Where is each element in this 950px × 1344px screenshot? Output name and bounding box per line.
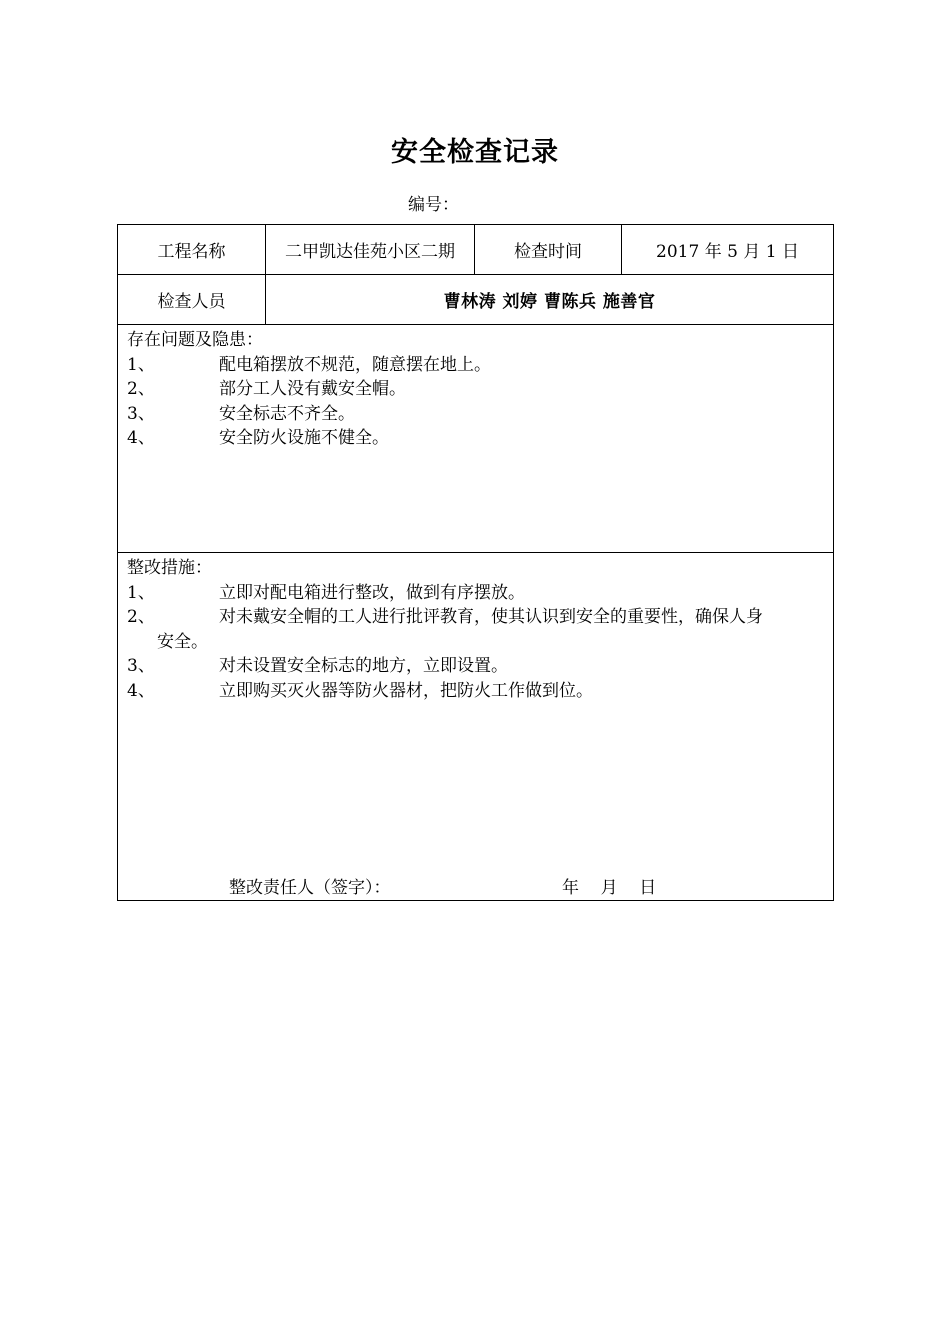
record-number-label: 编号：	[408, 195, 459, 215]
document-title: 安全检查记录	[391, 137, 559, 168]
list-item-text: 对未戴安全帽的工人进行批评教育，使其认识到安全的重要性，确保人身	[219, 607, 763, 627]
list-item-number: 1、	[127, 354, 155, 375]
issues-row	[118, 325, 834, 553]
issues-title: 存在问题及隐患：	[127, 330, 263, 350]
measures-row	[118, 553, 834, 901]
list-item	[127, 426, 825, 451]
list-item-text: 安全标志不齐全。	[219, 403, 355, 424]
signature-date-label: 年 月 日	[562, 878, 657, 898]
list-item-text: 部分工人没有戴安全帽。	[219, 379, 406, 399]
list-item	[127, 605, 825, 654]
list-item-number: 2、	[127, 607, 155, 627]
list-item-number: 4、	[127, 680, 155, 701]
issues-cell	[118, 325, 834, 553]
list-item	[127, 581, 825, 606]
measures-title: 整改措施：	[127, 558, 212, 578]
list-item-number: 1、	[127, 582, 155, 603]
list-item-text: 安全防火设施不健全。	[219, 428, 389, 448]
list-item-number: 2、	[127, 379, 155, 399]
inspectors-row	[118, 275, 834, 325]
inspection-time-label: 检查时间	[475, 225, 622, 275]
list-item-number: 3、	[127, 403, 155, 424]
inspectors-value: 曹林涛 刘婷 曹陈兵 施善官	[266, 275, 834, 325]
list-item-text: 配电箱摆放不规范，随意摆在地上。	[219, 354, 491, 375]
list-item-number: 4、	[127, 428, 155, 448]
inspectors-label: 检查人员	[118, 275, 266, 325]
list-item-text: 对未设置安全标志的地方，立即设置。	[219, 656, 508, 676]
list-item	[127, 353, 825, 378]
inspection-record-table	[117, 224, 834, 901]
list-item-text: 立即对配电箱进行整改，做到有序摆放。	[219, 582, 525, 603]
measures-cell	[118, 553, 834, 901]
list-item-text-continued: 安全。	[157, 631, 208, 652]
project-name-value: 二甲凯达佳苑小区二期	[266, 225, 475, 275]
responsible-signature-label: 整改责任人（签字）：	[229, 878, 391, 898]
list-item-text: 立即购买灭火器等防火器材，把防火工作做到位。	[219, 680, 593, 701]
list-item	[127, 679, 825, 704]
list-item-number: 3、	[127, 656, 155, 676]
project-row	[118, 225, 834, 275]
list-item	[127, 654, 825, 679]
list-item	[127, 402, 825, 427]
project-name-label: 工程名称	[118, 225, 266, 275]
list-item	[127, 377, 825, 402]
inspection-time-value: 2017 年 5 月 1 日	[622, 225, 834, 275]
